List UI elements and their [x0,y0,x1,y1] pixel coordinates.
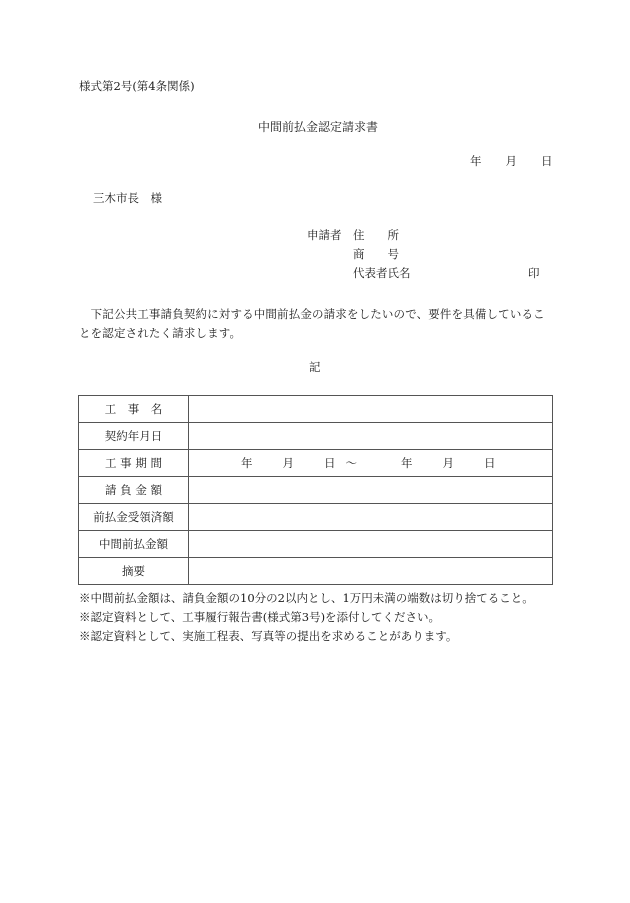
period-tilde: ～ [345,456,357,470]
notes [79,589,534,646]
applicant-label: 申請者 [307,228,342,242]
date-day: 日 [541,154,553,168]
ki-heading: 記 [309,360,321,374]
contract-amount-field[interactable] [189,477,553,504]
row-label-contract-date: 契約年月日 [79,423,189,450]
period-start-day: 日 [324,456,336,470]
table-row [79,504,553,531]
request-form-table [78,395,553,585]
representative-label: 代表者氏名 [353,266,411,280]
note-item: ※認定資料として、実施工程表、写真等の提出を求めることがあります。 [79,629,458,643]
table-row [79,396,553,423]
date-line [470,156,553,168]
project-name-field[interactable] [189,396,553,423]
row-label-interim-advance: 中間前払金額 [79,531,189,558]
form-number: 様式第2号(第4条関係) [79,79,195,93]
table-row [79,423,553,450]
seal-mark: 印 [528,266,540,280]
row-label-advance-received: 前払金受領済額 [79,504,189,531]
remarks-field[interactable] [189,558,553,585]
document-title: 中間前払金認定請求書 [258,120,379,134]
contract-date-field[interactable] [189,423,553,450]
row-label-project-name: 工 事 名 [79,396,189,423]
note-item: ※中間前払金額は、請負金額の10分の2以内とし、1万円未満の端数は切り捨てること。 [79,591,534,605]
table-row [79,450,553,477]
construction-period-field[interactable] [189,450,553,477]
trade-name-label: 商 号 [353,247,399,261]
table-row [79,477,553,504]
row-label-construction-period: 工 事 期 間 [79,450,189,477]
period-start-month: 月 [282,456,294,470]
row-label-remarks: 摘要 [79,558,189,585]
table-row [79,558,553,585]
period-end-day: 日 [484,456,496,470]
date-year: 年 [470,154,482,168]
interim-advance-field[interactable] [189,531,553,558]
row-label-contract-amount: 請 負 金 額 [79,477,189,504]
advance-received-field[interactable] [189,504,553,531]
note-item: ※認定資料として、工事履行報告書(様式第3号)を添付してください。 [79,610,441,624]
request-statement: 下記公共工事請負契約に対する中間前払金の請求をしたいので、要件を具備していることを認定されたく請求します。 [79,307,545,340]
period-start-year: 年 [241,456,253,470]
date-month: 月 [505,154,517,168]
table-row [79,531,553,558]
address-label: 住 所 [353,228,399,242]
addressee: 三木市長 様 [93,191,162,205]
period-end-month: 月 [442,456,454,470]
period-end-year: 年 [401,456,413,470]
